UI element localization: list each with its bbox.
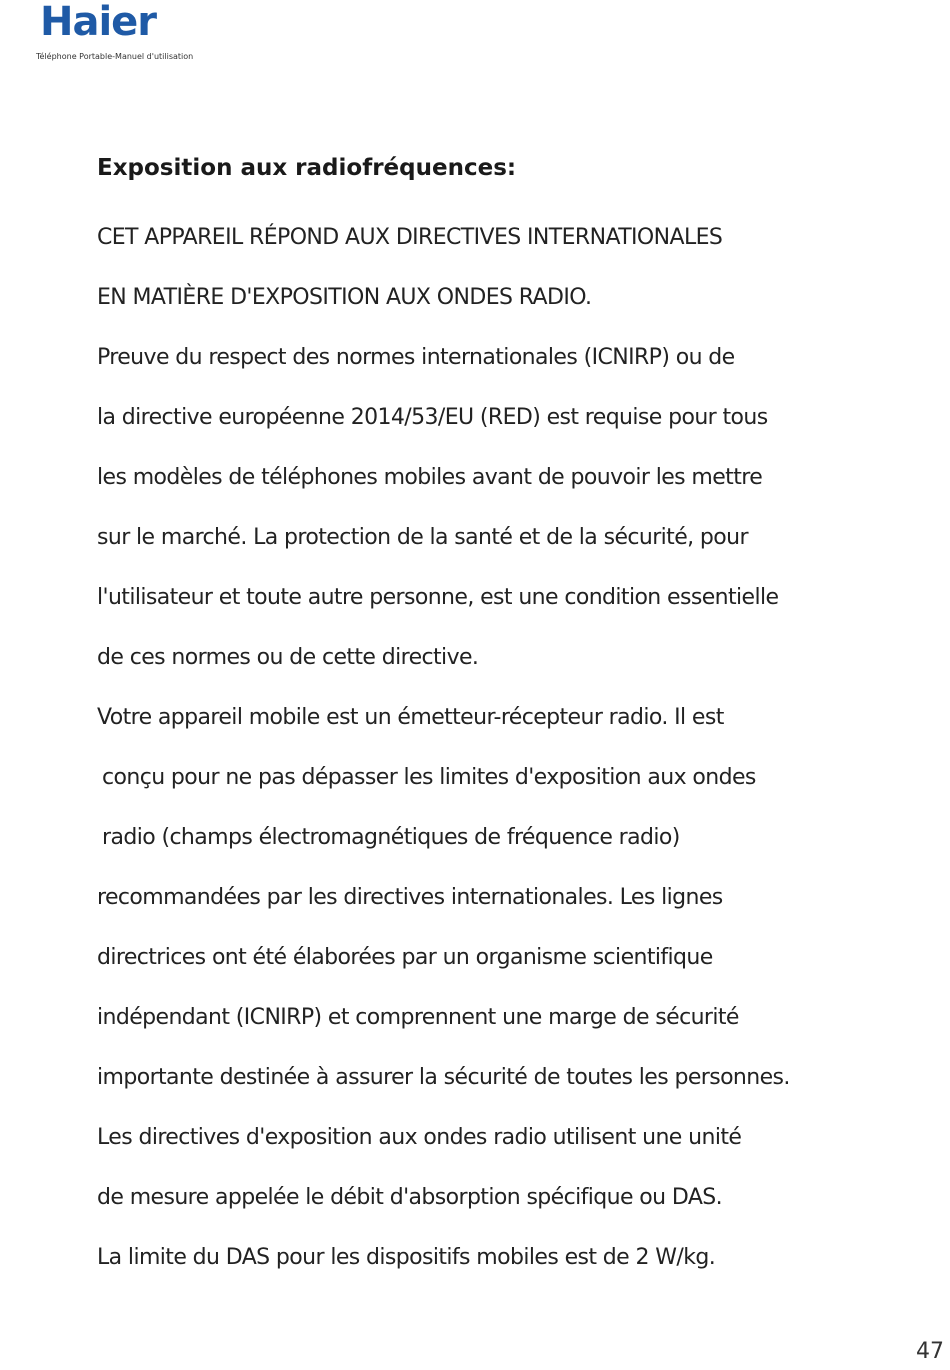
header <box>36 0 193 61</box>
body-line: la directive européenne 2014/53/EU (RED) est requise pour tous <box>97 405 768 430</box>
body-line: importante destinée à assurer la sécurité de toutes les personnes. <box>97 1065 790 1090</box>
body-line: recommandées par les directives internationales. Les lignes <box>97 885 723 910</box>
body-line: sur le marché. La protection de la santé et de la sécurité, pour <box>97 525 748 550</box>
body-line: l'utilisateur et toute autre personne, est une condition essentielle <box>97 585 779 610</box>
main-content <box>97 148 937 1288</box>
brand-logo: Haier <box>40 0 157 45</box>
document-subtitle: Téléphone Portable-Manuel d'utilisation <box>36 52 194 61</box>
body-line: Preuve du respect des normes internationales (ICNIRP) ou de <box>97 345 735 370</box>
body-line: directrices ont été élaborées par un organisme scientifique <box>97 945 713 970</box>
body-line: radio (champs électromagnétiques de fréquence radio) <box>102 825 680 850</box>
body-line: indépendant (ICNIRP) et comprennent une marge de sécurité <box>97 1005 739 1030</box>
body-line: La limite du DAS pour les dispositifs mobiles est de 2 W/kg. <box>97 1245 716 1270</box>
body-line: EN MATIÈRE D'EXPOSITION AUX ONDES RADIO. <box>97 285 592 310</box>
section-heading: Exposition aux radiofréquences: <box>97 155 517 181</box>
body-line: Votre appareil mobile est un émetteur-récepteur radio. Il est <box>97 705 724 730</box>
page-number: 47 <box>916 1339 944 1364</box>
body-line: conçu pour ne pas dépasser les limites d'exposition aux ondes <box>102 765 756 790</box>
body-line: CET APPAREIL RÉPOND AUX DIRECTIVES INTERNATIONALES <box>97 225 723 250</box>
body-line: Les directives d'exposition aux ondes radio utilisent une unité <box>97 1125 742 1150</box>
body-line: de mesure appelée le débit d'absorption spécifique ou DAS. <box>97 1185 723 1210</box>
body-line: de ces normes ou de cette directive. <box>97 645 479 670</box>
body-line: les modèles de téléphones mobiles avant de pouvoir les mettre <box>97 465 763 490</box>
